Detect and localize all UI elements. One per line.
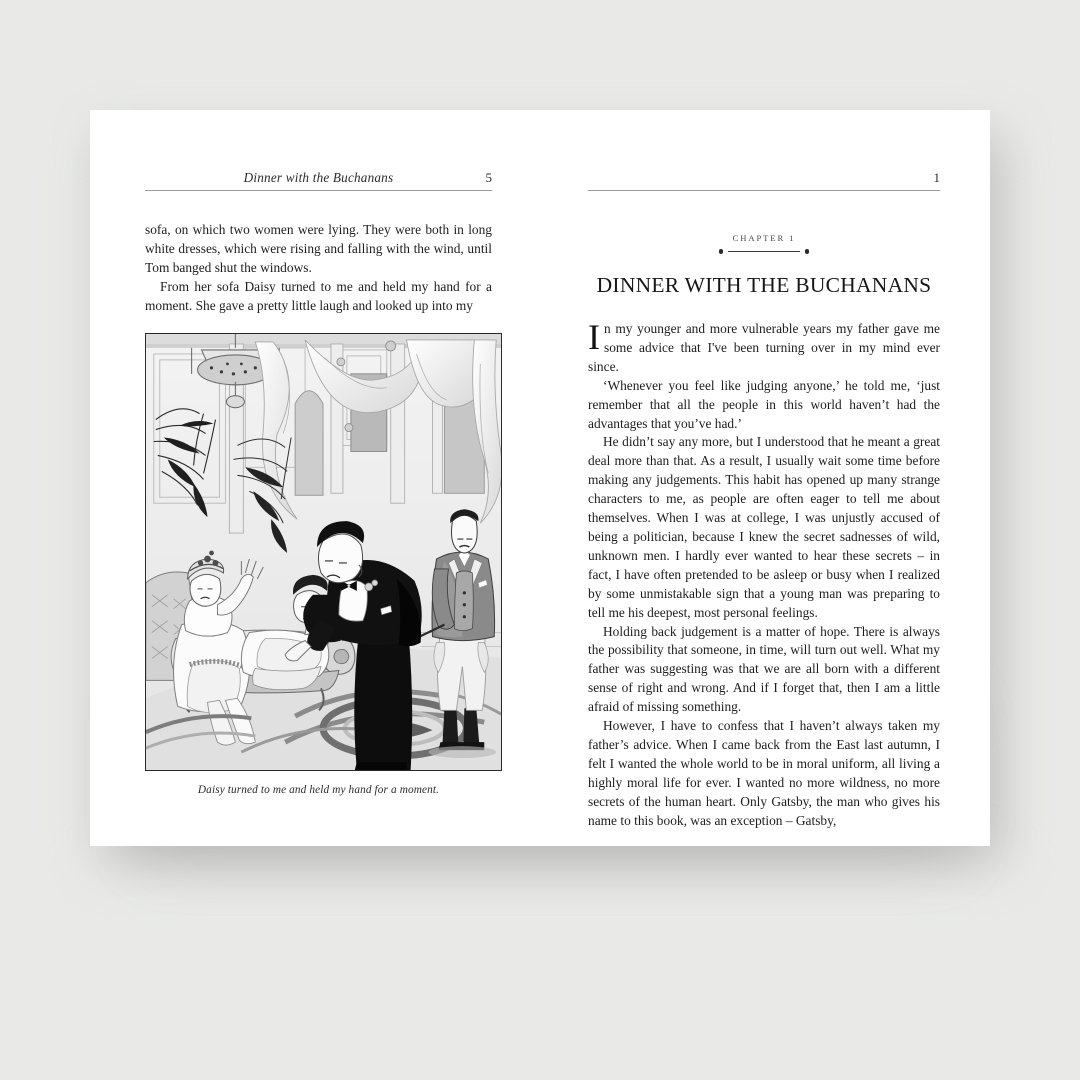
chapter-label: CHAPTER 1 — [732, 233, 796, 243]
ornament-bar — [728, 251, 800, 252]
chapter-title: DINNER WITH THE BUCHANANS — [596, 273, 932, 297]
chapter-ornament-rule — [719, 248, 809, 256]
illustration-caption: Daisy turned to me and held my hand for a moment. — [197, 783, 440, 796]
verso-paragraph-1: sofa, on which two women were lying. They were both in long white dresses, which were rising and falling with the wind, until Tom banged shut the windows. — [145, 222, 492, 275]
ornament-dot-right — [805, 249, 809, 253]
recto-paragraph-4: Holding back judgement is a matter of hope. There is always the possibility that someone, in time, will turn out well. What my father was suggesting was that we are all born with a different sense of right and wrong. And if I forget that, then I am a little afraid of missing something. — [588, 623, 940, 715]
verso-page-number: 5 — [485, 170, 492, 185]
verso-page — [90, 110, 540, 846]
verso-paragraph-2: From her sofa Daisy turned to me and held my hand for a moment. She gave a pretty little laugh and looked up into my — [145, 278, 492, 313]
verso-running-head-title: Dinner with the Buchanans — [243, 170, 394, 185]
recto-running-head — [588, 160, 940, 191]
recto-paragraph-1-text: n my younger and more vulnerable years my father gave me some advice that I've been turning over in my mind ever since. — [588, 321, 940, 374]
recto-paragraph-1 — [588, 317, 940, 377]
illustration-frame — [145, 333, 502, 771]
recto-page-number: 1 — [933, 170, 940, 185]
recto-page — [540, 110, 990, 846]
recto-paragraph-3: He didn’t say any more, but I understood that he meant a great deal more than that. As a result, I usually wait some time before making any judgements. This habit has opened up many strange characters to me, as people are often eager to tell me about themselves. When I was at college, I was unjustly accused of being a politician, because I knew the secret sadnesses of wild, unknown men. I hardly ever wanted to hear these secrets – in fact, I have often pretended to be asleep or busy when I realized by some unmistakable sign that a young man was preparing to tell me his deepest, most personal feelings. — [588, 434, 940, 620]
illustration-daisy-scene — [146, 334, 501, 770]
chapter-opener — [588, 233, 940, 298]
verso-body-text — [145, 221, 492, 316]
verso-running-head — [145, 160, 492, 191]
ornament-dot-left — [719, 249, 723, 253]
book-spread — [90, 110, 990, 846]
recto-paragraph-2: ‘Whenever you feel like judging anyone,’ he told me, ‘just remember that all the people in this world haven’t had the advantages that you’ve had.’ — [588, 377, 940, 431]
recto-paragraph-5: However, I have to confess that I haven’t always taken my father’s advice. When I came back from the East last autumn, I felt I wanted the whole world to be in moral uniform, all living a highly moral life for ever. I wanted no more wildness, no more secrets of the human heart. Only Gatsby, the man who gives his name to this book, was an exception – Gatsby, — [588, 718, 940, 828]
drop-cap-letter: I — [588, 317, 600, 357]
recto-body-text — [588, 317, 940, 830]
